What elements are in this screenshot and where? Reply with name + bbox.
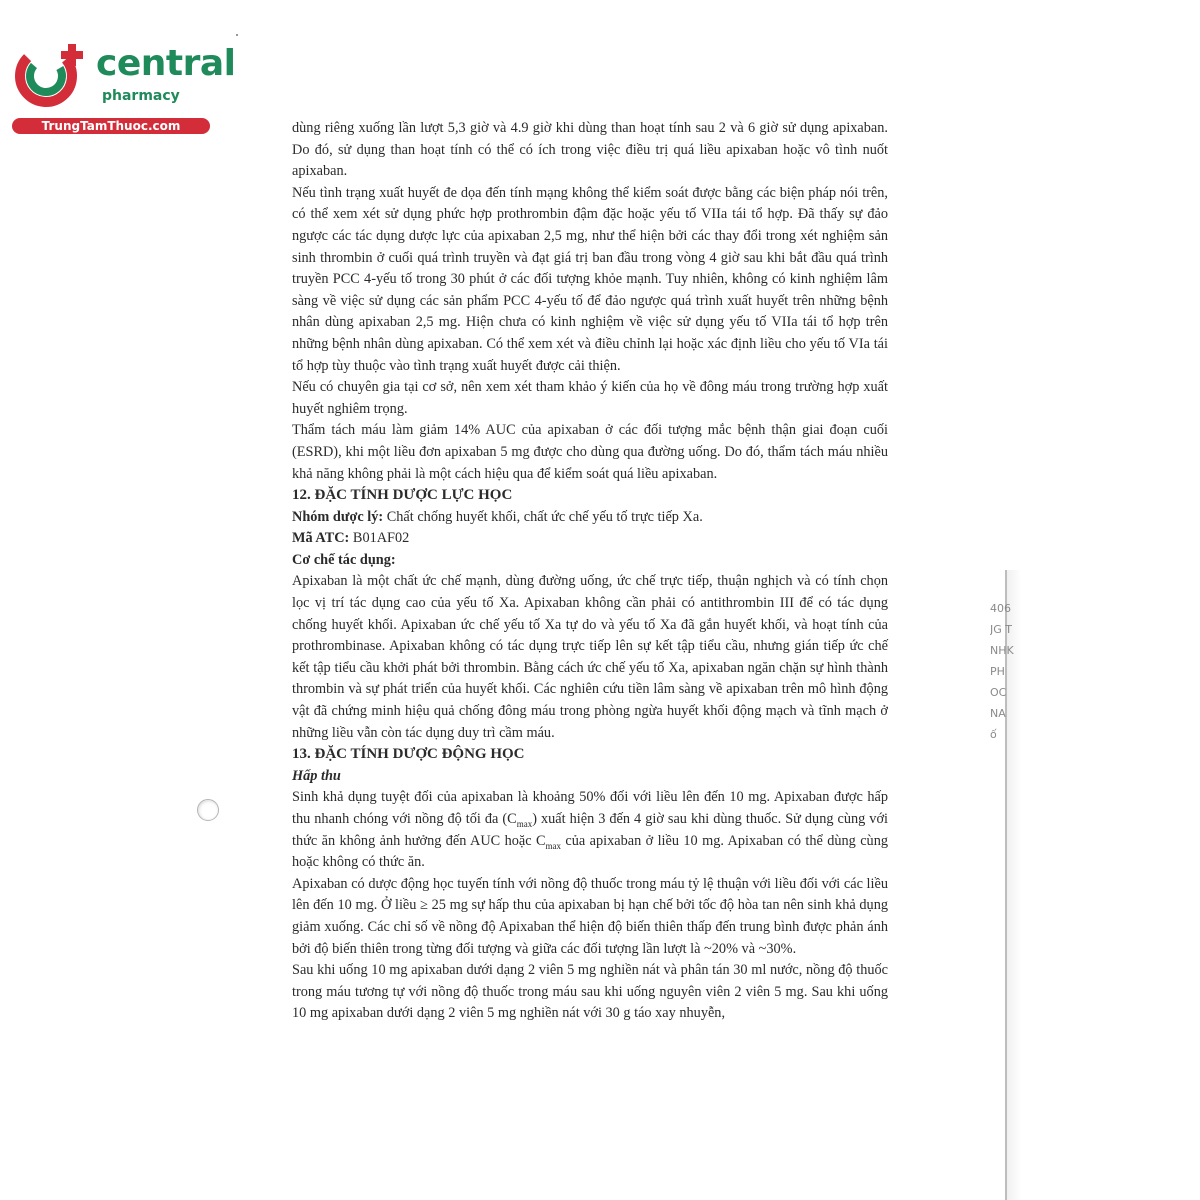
paragraph-linear-kinetics: Apixaban có dược động học tuyến tính với nồng độ thuốc trong máu tỷ lệ thuận với liều đối với các liều lên đến 10 mg. Ở liều ≥ 25 mg sự hấp thu của apixaban bị hạn chế bởi tốc độ hòa tan nên sinh khả dụng giảm xuống. Các chỉ số về nồng độ Apixaban thể hiện độ biến thiên thấp đến trung bình được phản ánh bởi độ biến thiên trong từng đối tượng và giữa các đối tượng lần lượt là ~20% và ~30%. xyxy=(292,875,888,957)
adjacent-page-fragment xyxy=(990,598,1024,745)
section-heading-pharmacodynamics: 12. ĐẶC TÍNH DƯỢC LỰC HỌC xyxy=(292,487,513,504)
paragraph-bioavailability xyxy=(292,787,888,873)
logo-subtitle: pharmacy xyxy=(102,88,180,104)
cmax-subscript: max xyxy=(516,818,533,829)
stub-line: ố xyxy=(990,728,997,741)
paragraph-expert-consult: Nếu có chuyên gia tại cơ sở, nên xem xét tham khảo ý kiến của họ về đông máu trong trường hợp xuất huyết nghiêm trọng. xyxy=(292,379,888,417)
stub-line: PH xyxy=(990,665,1005,678)
stub-line: 406 xyxy=(990,602,1011,615)
atc-label: Mã ATC: xyxy=(292,530,350,547)
group-value: Chất chống huyết khối, chất ức chế yếu tố trực tiếp Xa. xyxy=(383,508,703,525)
pharmacologic-group xyxy=(292,507,888,529)
paragraph-hemodialysis: Thẩm tách máu làm giảm 14% AUC của apixaban ở các đối tượng mắc bệnh thận giai đoạn cuối (ESRD), khi một liều đơn apixaban 5 mg được cho dùng qua đường uống. Do đó, thẩm tách máu nhiều khả năng không phải là một cách hiệu qua để kiểm soát quá liều apixaban. xyxy=(292,422,888,482)
logo-url-badge: TrungTamThuoc.com xyxy=(12,118,210,134)
stub-line: OC xyxy=(990,686,1007,699)
section-heading-pharmacokinetics: 13. ĐẶC TÍNH DƯỢC ĐỘNG HỌC xyxy=(292,746,525,763)
mechanism-label: Cơ chế tác dụng: xyxy=(292,551,396,568)
paragraph-bleeding-control: Nếu tình trạng xuất huyết đe dọa đến tính mạng không thể kiểm soát được bằng các biện pháp nói trên, có thể xem xét sử dụng phức hợp prothrombin đậm đặc hoặc yếu tố VIIa tái tổ hợp. Đã thấy sự đảo ngược các tác dụng dược lực của apixaban 2,5 mg, như thể hiện bởi các thay đổi trong xét nghiệm sản sinh thrombin ở cuối quá trình truyền và đạt giá trị ban đầu trong vòng 4 giờ sau khi bắt đầu quá trình truyền PCC 4-yếu tố trong 30 phút ở các đối tượng khỏe mạnh. Tuy nhiên, không có kinh nghiệm lâm sàng về việc sử dụng các sản phẩm PCC 4-yếu tố để đảo ngược quá trình xuất huyết trên những bệnh nhân dùng apixaban 2,5 mg. Hiện chưa có kinh nghiệm về việc sử dụng yếu tố VIIa tái tổ hợp trên những bệnh nhân dùng apixaban. Có thể xem xét và điều chỉnh lại hoặc xác định liều cho yếu tố VIa tái tổ hợp tùy thuộc vào tình trạng xuất huyết được cải thiện. xyxy=(292,184,888,374)
atc-value: B01AF02 xyxy=(349,530,410,547)
atc-code xyxy=(292,528,888,550)
cmax-subscript: max xyxy=(545,840,562,851)
logo-name: central xyxy=(96,43,236,84)
group-label: Nhóm dược lý: xyxy=(292,508,384,525)
paragraph-crushed-tablets: Sau khi uống 10 mg apixaban dưới dạng 2 viên 5 mg nghiền nát và phân tán 30 ml nước, nồng độ thuốc trong máu tương tự với nồng độ thuốc trong máu sau khi uống nguyên viên 2 viên 5 mg. Sau khi uống 10 mg apixaban dưới dạng 2 viên 5 mg nghiền nát với 30 g táo xay nhuyễn, xyxy=(292,962,888,1022)
scan-speck xyxy=(236,34,238,36)
bioavailability-text-a: Sinh khả dụng tuyệt đối của apixaban là khoảng 50% đối với liều lên đến 10 mg. Apixaban được hấp thu nhanh chóng với nồng độ tối đa (C xyxy=(292,789,888,827)
central-pharmacy-logo[interactable] xyxy=(10,38,236,138)
stub-line: JG T xyxy=(990,623,1012,636)
stub-line: NA xyxy=(990,707,1006,720)
punch-hole xyxy=(197,799,219,821)
bioavailability-text-c: của apixaban ở liều 10 mg. Apixaban có thể dùng cùng hoặc không có thức ăn. xyxy=(292,832,888,871)
paragraph-activated-charcoal: dùng riêng xuống lần lượt 5,3 giờ và 4.9 giờ khi dùng than hoạt tính sau 2 và 6 giờ sử dụng apixaban. Do đó, sử dụng than hoạt tính có thể có ích trong việc điều trị quá liều apixaban hoặc vô tình nuốt apixaban. xyxy=(292,120,888,180)
paragraph-mechanism: Apixaban là một chất ức chế mạnh, dùng đường uống, ức chế trực tiếp, thuận nghịch và có tính chọn lọc vị trí tác dụng cao của yếu tố Xa. Apixaban không cần phải có antithrombin III để có tác dụng chống huyết khối. Apixaban ức chế yếu tố Xa tự do và yếu tố Xa đã gắn huyết khối, và hoạt tính của prothrombinase. Apixaban không có tác dụng trực tiếp lên sự kết tập tiểu cầu, nhưng gián tiếp ức chế kết tập tiểu cầu khởi phát bởi thrombin. Bằng cách ức chế yếu tố Xa, apixaban ngăn chặn sự hình thành thrombin và sự phát triển của huyết khối. Các nghiên cứu tiền lâm sàng về apixaban trên mô hình động vật đã chứng minh hiệu quả chống đông máu trong phòng ngừa huyết khối động mạch và tĩnh mạch ở những liều vẫn còn tác dụng duy trì cầm máu. xyxy=(292,573,888,741)
document-body xyxy=(292,118,888,1025)
stub-line: NHK xyxy=(990,644,1014,657)
pharmacy-cross-icon xyxy=(10,38,94,116)
absorption-label: Hấp thu xyxy=(292,767,341,784)
bioavailability-text-b: ) xuất hiện 3 đến 4 giờ sau khi dùng thuốc. Sử dụng cùng với thức ăn không ảnh hưởng đến AUC hoặc C xyxy=(292,811,888,849)
